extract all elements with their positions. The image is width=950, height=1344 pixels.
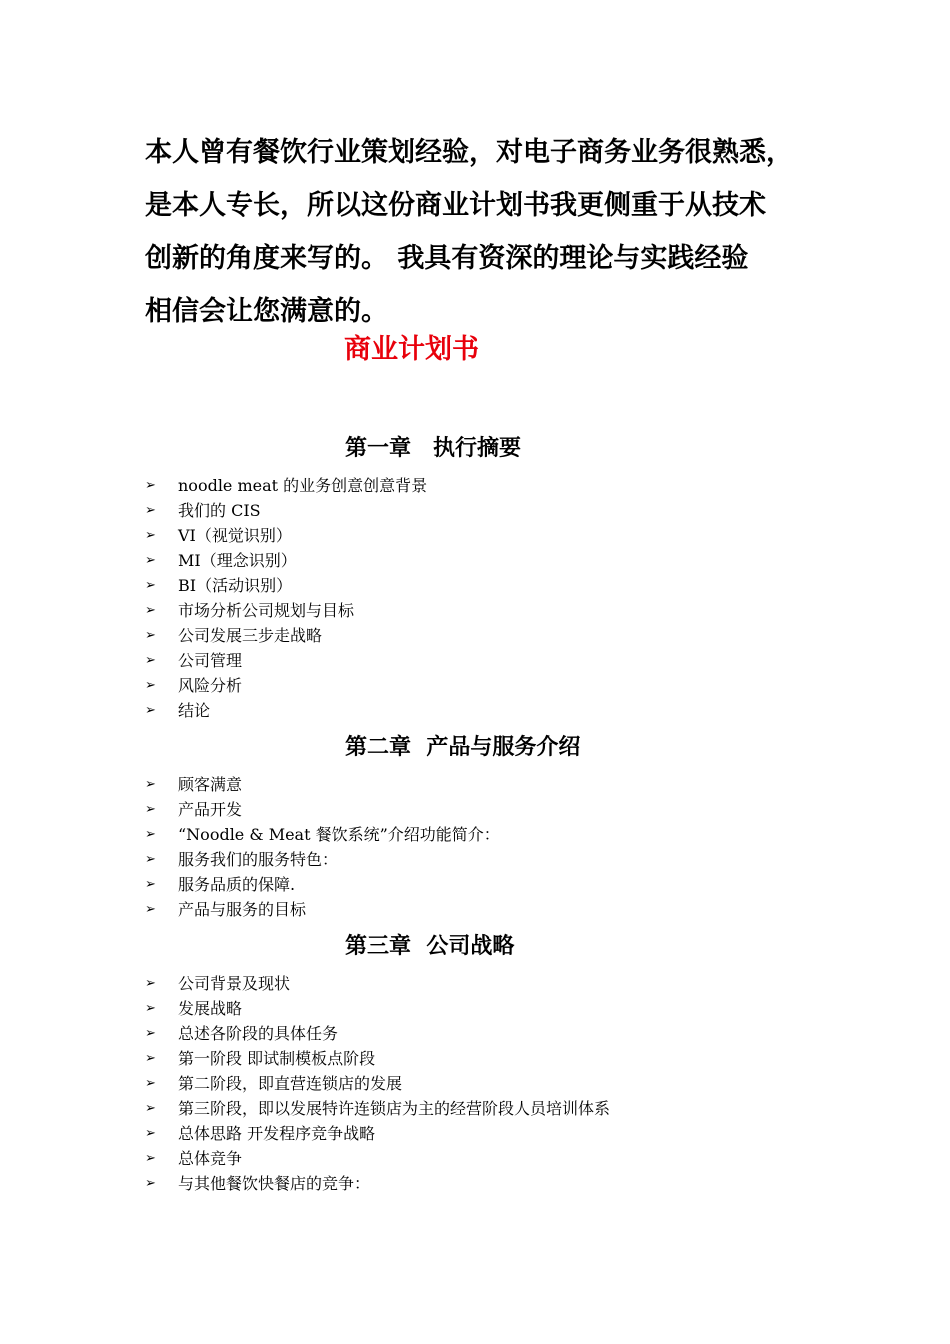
intro-line: 本人曾有餐饮行业策划经验，对电子商务业务很熟悉， [145,137,793,168]
arrowhead-bullet-icon: ➢ [145,628,156,643]
list-item-text: 公司管理 [178,651,243,670]
list-item [145,673,427,698]
list-item-text: 顾客满意 [178,775,243,794]
list-item-text: 总体竞争 [178,1149,243,1168]
intro-line: 创新的角度来写的。 我具有资深的理论与实践经验 [145,243,749,274]
arrowhead-bullet-icon: ➢ [145,578,156,593]
list-item [145,623,427,648]
list-item [145,648,427,673]
chapter-3-list [145,971,610,1196]
chapter-1-list [145,473,427,723]
chapter-2-list [145,772,500,922]
arrowhead-bullet-icon: ➢ [145,852,156,867]
arrowhead-bullet-icon: ➢ [145,653,156,668]
list-item-text: 与其他餐饮快餐店的竞争： [178,1174,371,1193]
list-item [145,1071,610,1096]
arrowhead-bullet-icon: ➢ [145,503,156,518]
list-item-text: VI（视觉识别） [178,526,292,545]
arrowhead-bullet-icon: ➢ [145,802,156,817]
list-item-text: 服务我们的服务特色： [178,850,339,869]
list-item-text: “Noodle & Meat 餐饮系统”介绍功能简介： [178,825,500,844]
arrowhead-bullet-icon: ➢ [145,1151,156,1166]
list-item [145,822,500,847]
list-item-text: 公司发展三步走战略 [178,626,323,645]
list-item [145,872,500,897]
arrowhead-bullet-icon: ➢ [145,528,156,543]
list-item-text: 总述各阶段的具体任务 [178,1024,339,1043]
list-item [145,971,610,996]
list-item [145,1121,610,1146]
arrowhead-bullet-icon: ➢ [145,1051,156,1066]
list-item-text: 市场分析公司规划与目标 [178,601,355,620]
arrowhead-bullet-icon: ➢ [145,902,156,917]
arrowhead-bullet-icon: ➢ [145,1001,156,1016]
list-item-text: 结论 [178,701,211,720]
list-item [145,1171,610,1196]
arrowhead-bullet-icon: ➢ [145,1126,156,1141]
intro-line: 相信会让您满意的。 [145,296,388,327]
list-item [145,698,427,723]
list-item-text: 公司背景及现状 [178,974,291,993]
list-item [145,598,427,623]
list-item-text: BI（活动识别） [178,576,293,595]
intro-paragraph [145,126,845,338]
list-item [145,772,500,797]
list-item [145,1146,610,1171]
list-item-text: 服务品质的保障. [178,875,296,894]
arrowhead-bullet-icon: ➢ [145,1076,156,1091]
list-item [145,498,427,523]
list-item-text: 第二阶段，即直营连锁店的发展 [178,1074,403,1093]
chapter-2-title: 第二章 产品与服务介绍 [345,735,581,760]
list-item [145,1021,610,1046]
arrowhead-bullet-icon: ➢ [145,703,156,718]
chapter-1-title: 第一章 执行摘要 [345,436,522,461]
list-item-text: MI（理念识别） [178,551,297,570]
document-title: 商业计划书 [344,334,479,365]
list-item-text: 总体思路 开发程序竞争战略 [178,1124,376,1143]
arrowhead-bullet-icon: ➢ [145,553,156,568]
arrowhead-bullet-icon: ➢ [145,1026,156,1041]
list-item [145,1046,610,1071]
list-item [145,473,427,498]
list-item-text: 发展战略 [178,999,243,1018]
list-item-text: 我们的 CIS [178,501,261,520]
list-item-text: 产品与服务的目标 [178,900,307,919]
chapter-3-title: 第三章 公司战略 [345,934,515,959]
arrowhead-bullet-icon: ➢ [145,678,156,693]
list-item [145,1096,610,1121]
list-item-text: 第三阶段，即以发展特许连锁店为主的经营阶段人员培训体系 [178,1099,611,1118]
list-item-text: 第一阶段 即试制模板点阶段 [178,1049,376,1068]
arrowhead-bullet-icon: ➢ [145,478,156,493]
list-item [145,996,610,1021]
list-item [145,797,500,822]
list-item [145,573,427,598]
list-item [145,847,500,872]
list-item [145,548,427,573]
list-item [145,523,427,548]
list-item [145,897,500,922]
arrowhead-bullet-icon: ➢ [145,976,156,991]
list-item-text: noodle meat 的业务创意创意背景 [178,476,428,495]
arrowhead-bullet-icon: ➢ [145,877,156,892]
intro-line: 是本人专长，所以这份商业计划书我更侧重于从技术 [145,190,766,221]
list-item-text: 产品开发 [178,800,243,819]
list-item-text: 风险分析 [178,676,243,695]
arrowhead-bullet-icon: ➢ [145,603,156,618]
arrowhead-bullet-icon: ➢ [145,1101,156,1116]
arrowhead-bullet-icon: ➢ [145,827,156,842]
arrowhead-bullet-icon: ➢ [145,777,156,792]
arrowhead-bullet-icon: ➢ [145,1176,156,1191]
